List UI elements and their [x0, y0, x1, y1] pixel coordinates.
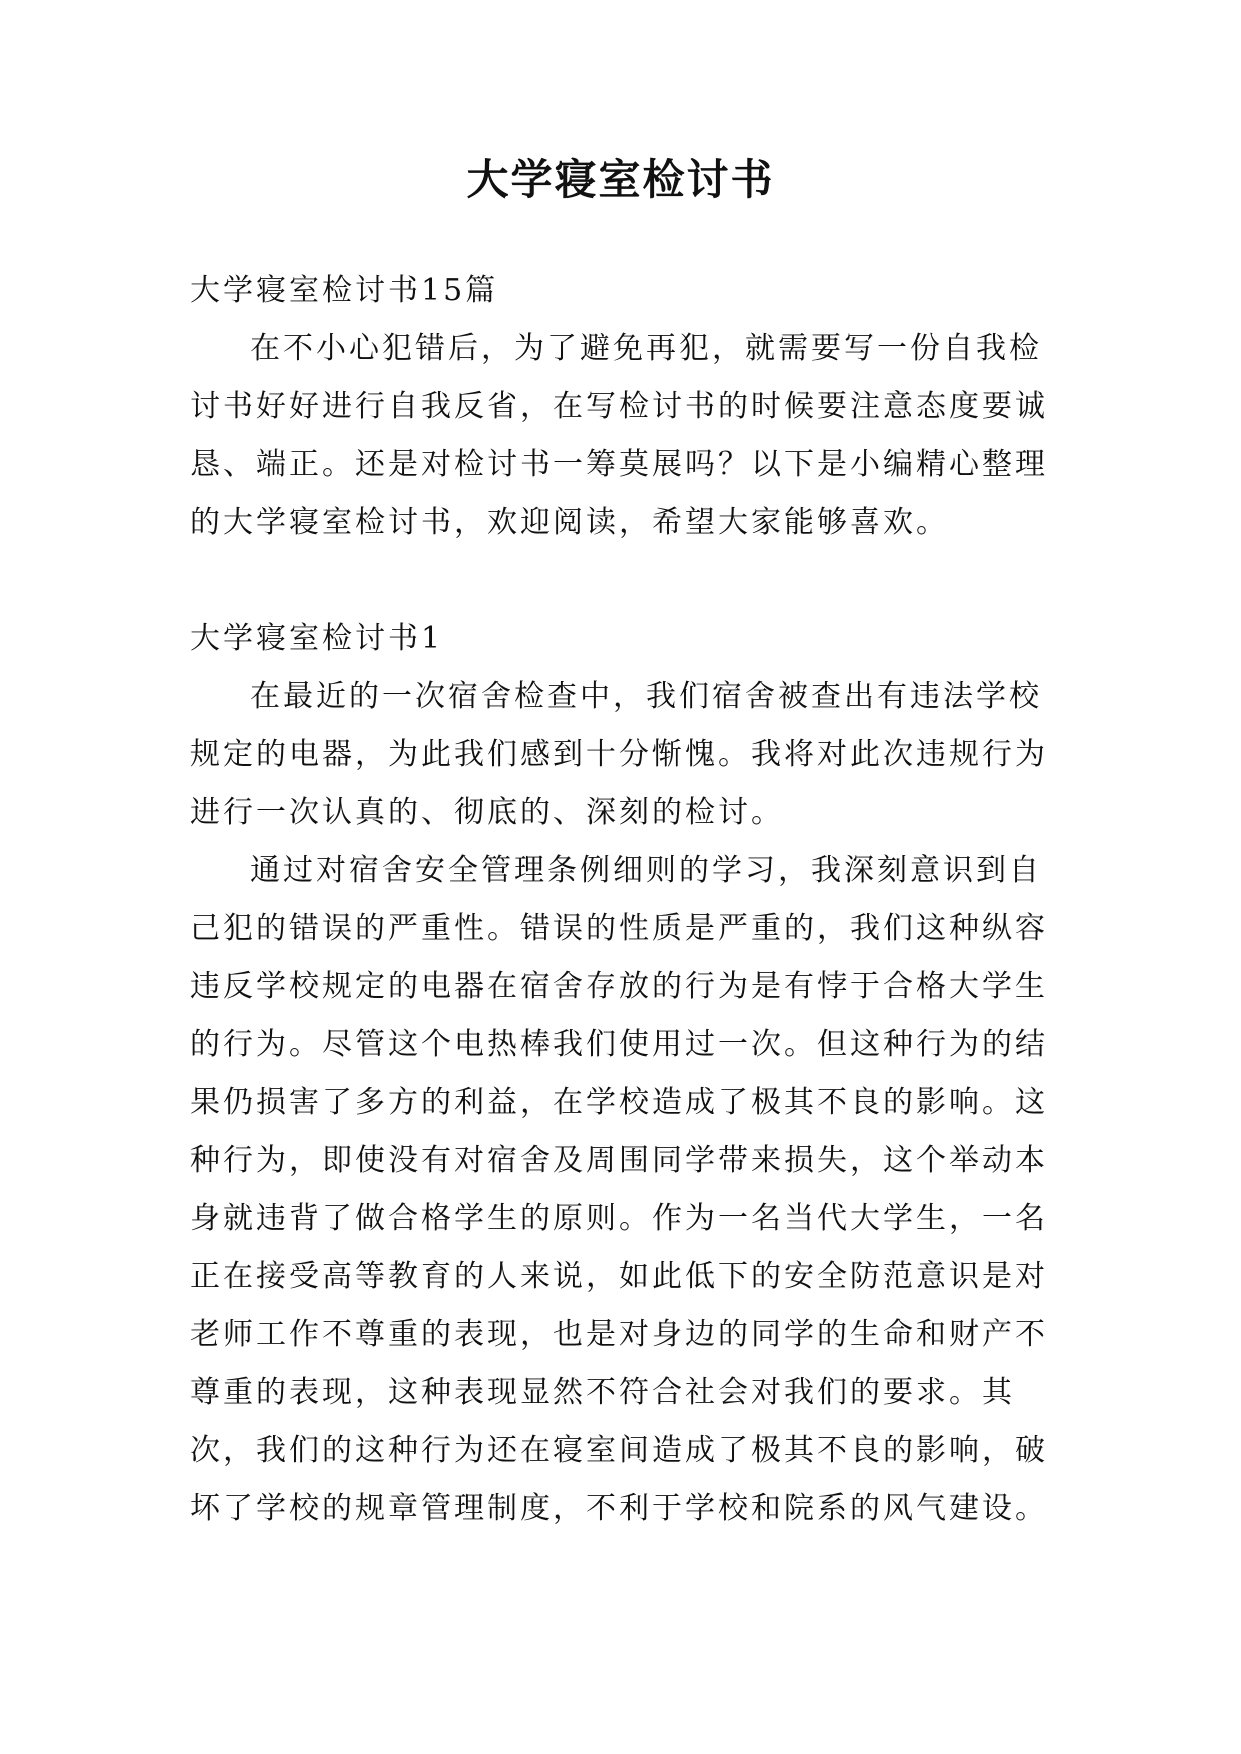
paragraph-spacer	[190, 552, 1060, 610]
document-title: 大学寝室检讨书	[466, 155, 775, 204]
section-heading: 大学寝室检讨书1	[190, 621, 444, 656]
collection-heading: 大学寝室检讨书15篇	[190, 273, 499, 308]
body-paragraph-2: 通过对宿舍安全管理条例细则的学习，我深刻意识到自己犯的错误的严重性。错误的性质是严重的，我们这种纵容违反学校规定的电器在宿舍存放的行为是有悖于合格大学生的行为。尽管这个电热棒我们使用过一次。但这种行为的结果仍损害了多方的利益，在学校造成了极其不良的影响。这种行为，即使没有对宿舍及周围同学带来损失，这个举动本身就违背了做合格学生的原则。作为一名当代大学生，一名正在接受高等教育的人来说，如此低下的安全防范意识是对老师工作不尊重的表现，也是对身边的同学的生命和财产不尊重的表现，这种表现显然不符合社会对我们的要求。其次，我们的这种行为还在寝室间造成了极其不良的影响，破坏了学校的规章管理制度，不利于学校和院系的风气建设。	[190, 853, 1048, 1526]
document-body	[190, 262, 1060, 1538]
intro-paragraph: 在不小心犯错后，为了避免再犯，就需要写一份自我检讨书好好进行自我反省，在写检讨书的时候要注意态度要诚恳、端正。还是对检讨书一筹莫展吗？以下是小编精心整理的大学寝室检讨书，欢迎阅读，希望大家能够喜欢。	[190, 331, 1048, 540]
body-paragraph-1: 在最近的一次宿舍检查中，我们宿舍被查出有违法学校规定的电器，为此我们感到十分惭愧。我将对此次违规行为进行一次认真的、彻底的、深刻的检讨。	[190, 679, 1048, 830]
